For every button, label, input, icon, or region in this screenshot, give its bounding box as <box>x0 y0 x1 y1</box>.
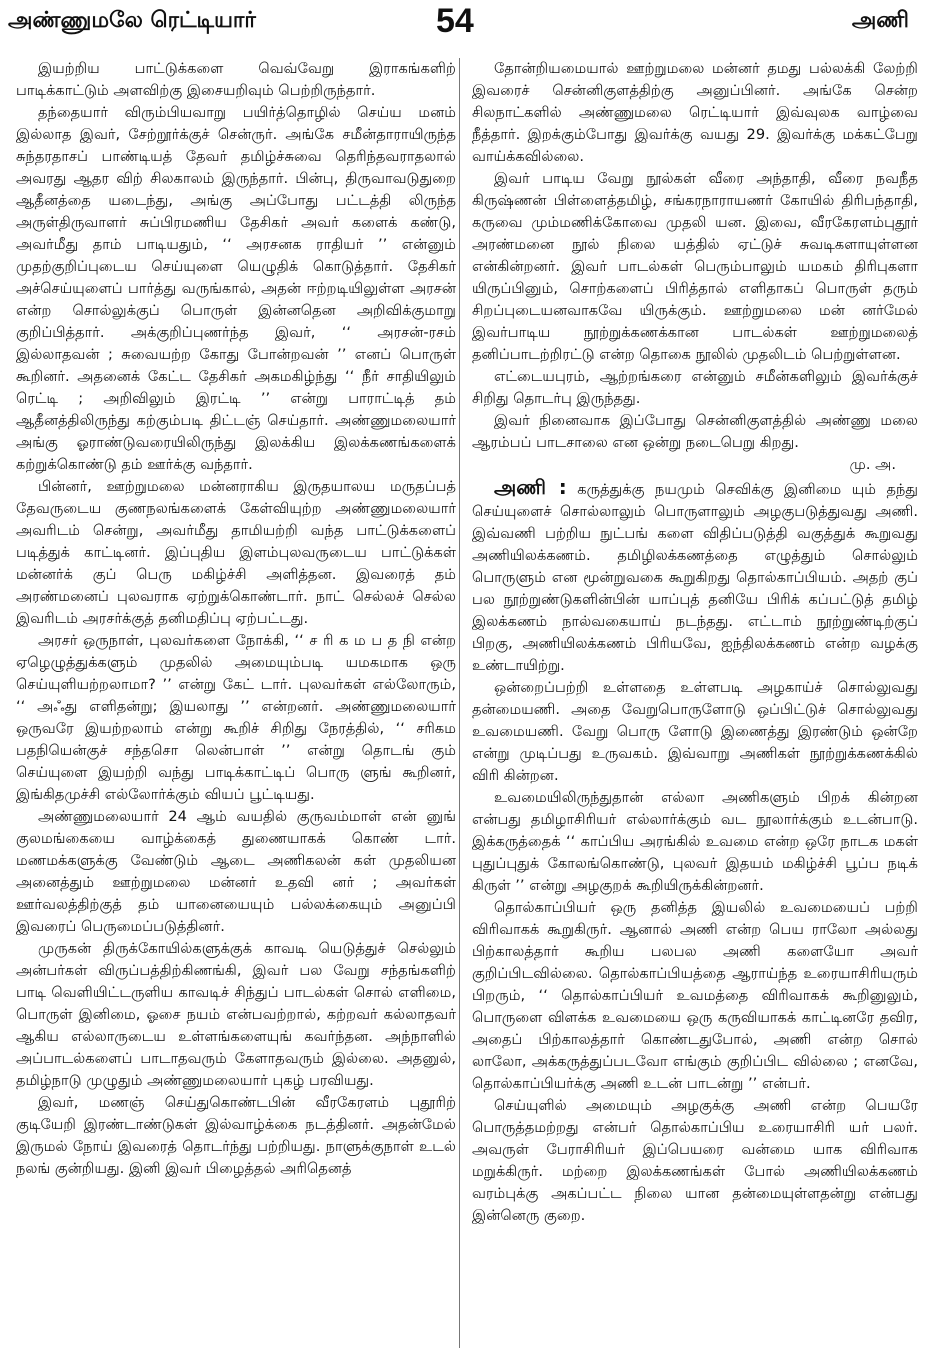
running-title-right: அணி <box>851 8 909 33</box>
paragraph: தந்தையார் விரும்பியவாறு பயிர்த்தொழில் செய்ய மனம் இல்லாத இவர், சேற்றூர்க்குச் சென்ருர். அங்கே சமீன்தாராயிருந்த சுந்தரதாசப் பாண்டியத் தேவர் தமிழ்ச்சுவை தெரிந்தவராதலால் அவரது ஆதர விற் சிலகாலம் இருந்தார். பின்பு, திருவாவடுதுறை ஆதீனத்தை யடைந்து, அங்கு அப்போது பட்டத்தி லிருந்த அருள்திருவாளர் சுப்பிரமணிய தேசிகர் அவர் களைக் கண்டு, அவர்மீது தாம் பாடியதும், ‘‘ அரசனக ராதியர் ’’ என்னும் முதற்குறிப்புடைய செய்யுளை யெழுதிக் கொடுத்தார். தேசிகர் அச்செய்யுளைப் பார்த்து வருங்கால், அதன் ஈற்றடியிலுள்ள அரசன் என்ற சொல்லுக்குப் பொருள் இன்னதென அறிவிக்குமாறு குறிப்பித்தார். அக்குறிப்புணர்ந்த இவர், ‘‘ அரசன்-ரசம் இல்லாதவன் ; சுவையற்ற கோது போன்றவன் ’’ எனப் பொருள் கூறினர். அதனைக் கேட்ட தேசிகர் அகமகிழ்ந்து ‘‘ நீர் சாதியிலும் ரெட்டி ; அறிவிலும் இரட்டி ’’ என்று பாராட்டித் தம் ஆதீனத்திலிருந்து கற்கும்படி திட்டஞ் செய்தார். அண்ணுமலையார் அங்கு ஓராண்டுவரையிலிருந்து இலக்கிய இலக்கணங்களைக் கற்றுக்கொண்டு தம் ஊர்க்கு வந்தார். <box>16 104 456 473</box>
paragraph: உவமையிலிருந்துதான் எல்லா அணிகளும் பிறக் கின்றன என்பது தமிழாசிரியர் எல்லார்க்கும் வட நூலார்க்கும் உடன்பாடு. இக்கருத்தைக் ‘‘ காப்பிய அரங்கில் உவமை என்ற ஒரே நாடக மகள் புதுப்புதுக் கோலங்கொண்டு, புலவர் இதயம் மகிழ்ச்சி பூப்ப நடிக் கிருள் ’’ என்று அழகுறக் கூறியிருக்கின்றனர். <box>472 789 918 894</box>
paragraph: இவர் பாடிய வேறு நூல்கள் வீரை அந்தாதி, வீரை நவநீத கிருஷ்ணன் பிள்ளைத்தமிழ், சங்கரநாராயணர் கோயில் திரிபந்தாதி, கருவை மும்மணிக்கோவை முதலி யன. இவை, வீரகேரளம்புதூர் அரண்மனை நூல் நிலை யத்தில் ஏட்டுச் சுவடிகளாயுள்ளன என்கின்றனர். இவர் பாடல்கள் பெரும்பாலும் யமகம் திரிபுகளா யிருப்பினும், சொற்களைப் பிரித்தால் எளிதாகப் பொருள் தரும் சிறப்புடையனவாகவே யிருக்கும். ஊற்றுமலை மன் னர்மேல் இவர்பாடிய நூற்றுக்கணக்கான பாடல்கள் ஊற்றுமலைத் தனிப்பாடற்றிரட்டு என்ற தொகை நூலில் முதலிடம் பெற்றுள்ளன. <box>472 170 918 363</box>
paragraph: பின்னர், ஊற்றுமலை மன்னராகிய இருதயாலய மருதப்பத் தேவருடைய குணநலங்களைக் கேள்வியுற்ற அண்ணுமலையார் அவரிடம் சென்று, அவர்மீது தாமியற்றி வந்த பாட்டுக்களைப் படித்துக் காட்டினர். இப்புதிய இளம்புலவருடைய பாட்டுக்கள் மன்னர்க் குப் பெரு மகிழ்ச்சி அளித்தன. இவரைத் தம் அரண்மனைப் புலவராக ஏற்றுக்கொண்டார். நாட் செல்லச் செல்ல இவரிடம் அரசர்க்குத் தனிமதிப்பு ஏற்பட்டது. <box>16 478 456 627</box>
right-column <box>472 58 918 1348</box>
paragraph: தொல்காப்பியர் ஒரு தனித்த இயலில் உவமையைப் பற்றி விரிவாகக் கூறுகிருர். ஆனால் அணி என்ற பெய ராலோ அல்லது பிற்காலத்தார் கூறிய பலபல அணி களையோ அவர் குறிப்பிடவில்லை. தொல்காப்பியத்தை ஆராய்ந்த உரையாசிரியரும் பிறரும், ‘‘ தொல்காப்பியர் உவமத்தை விரிவாகக் கூறினுலும், பொருளை விளக்க உவமையை ஒரு கருவியாகக் காட்டினரே தவிர, அதைப் பிற்காலத்தார் கொண்டதுபோல், அணி என்ற சொல் லாலோ, அக்கருத்துப்படவோ எங்கும் குறிப்பிட வில்லை ; எனவே, தொல்காப்பியர்க்கு அணி உடன் பாடன்று ’’ என்பர். <box>472 899 918 1092</box>
paragraph: அரசர் ஒருநாள், புலவர்களை நோக்கி, ‘‘ ச ரி க ம ப த நி என்ற ஏழெழுத்துக்களும் முதலில் அமையும்படி யமகமாக ஒரு செய்யுளியற்றலாமா? ’’ என்று கேட் டார். புலவர்கள் எல்லோரும், ‘‘ அஃது எளிதன்று; இயலாது ’’ என்றனர். அண்ணுமலையார் ஒருவரே இயற்றலாம் என்று கூறிச் சிறிது நேரத்தில், ‘‘ சரிகம பதநியென்குச் சந்தசொ லென்பாள் ’’ என்று தொடங் கும் செய்யுளை இயற்றி வந்து பாடிக்காட்டிப் பொரு ளுங் கூறினர், இங்கிதமுச்சி எல்லோர்க்கும் வியப் பூட்டியது. <box>16 632 456 803</box>
page-header <box>0 0 931 54</box>
paragraph: இவர், மணஞ் செய்துகொண்டபின் வீரகேரளம் புதூரிற் குடியேறி இரண்டாண்டுகள் இல்வாழ்க்கை நடத்தினர். அதன்மேல் இருமல் நோய் இவரைத் தொடர்ந்து பற்றியது. நாளுக்குநாள் உடல் நலங் குன்றியது. இனி இவர் பிழைத்தல் அரிதெனத் <box>16 1094 456 1177</box>
entry-term: அணி : <box>494 475 567 499</box>
running-title-left: அண்ணுமலே ரெட்டியார் <box>8 8 256 33</box>
page-number: 54 <box>436 2 474 40</box>
paragraph: அண்ணுமலையார் 24 ஆம் வயதில் குருவம்மாள் என் னுங் குலமங்கையை வாழ்க்கைத் துணையாகக் கொண் டார். மணமக்களுக்கு வேண்டும் ஆடை அணிகலன் கள் முதலியன அனைத்தும் ஊற்றுமலை மன்னர் உதவி னர் ; அவர்கள் ஊர்வலத்திற்குத் தம் யானையையும் பல்லக்கையும் அனுப்பி இவரைப் பெருமைப்படுத்தினர். <box>16 808 456 935</box>
entry-intro-paragraph <box>472 476 918 677</box>
left-column <box>16 58 456 1348</box>
column-divider <box>459 58 460 1348</box>
paragraph: தோன்றியமையால் ஊற்றுமலை மன்னர் தமது பல்லக்கி லேற்றி இவரைச் சென்னிகுளத்திற்கு அனுப்பினர். அங்கே சென்ற சிலநாட்களில் அண்ணுமலை ரெட்டியார் இவ்வுலக வாழ்வை நீத்தார். இறக்கும்போது இவர்க்கு வயது 29. இவர்க்கு மக்கட்பேறு வாய்க்கவில்லை. <box>472 60 918 165</box>
paragraph: முருகன் திருக்கோயில்களுக்குக் காவடி யெடுத்துச் செல்லும் அன்பர்கள் விருப்பத்திற்கிணங்கி, இவர் பல வேறு சந்தங்களிற் பாடி வெளியிட்டருளிய காவடிச் சிந்துப் பாடல்கள் சொல் எளிமை, பொருள் இனிமை, ஓசை நயம் என்பவற்றால், கற்றவர் கல்லாதவர் ஆகிய எல்லாருடைய உள்ளங்களையுங் கவர்ந்தன. அந்நாளில் அப்பாடல்களைப் பாடாதவரும் கேளாதவரும் இல்லை. அதனுல், தமிழ்நாடு முழுதும் அண்ணுமலையார் புகழ் பரவியது. <box>16 940 456 1089</box>
paragraph: செய்யுளில் அமையும் அழகுக்கு அணி என்ற பெயரே பொருத்தமற்றது என்பர் தொல்காப்பிய உரையாசிரி யர் பலர். அவருள் பேராசிரியர் இப்பெயரை வன்மை யாக விரிவாக மறுக்கிருர். மற்றை இலக்கணங்கள் போல் அணியிலக்கணம் வரம்புக்கு அகப்பட்ட நிலை யான தன்மையுள்ளதன்று என்பது இன்னெரு குறை. <box>472 1097 918 1224</box>
paragraph: இயற்றிய பாட்டுக்களை வெவ்வேறு இராகங்களிற் பாடிக்காட்டும் அளவிற்கு இசையறிவும் பெற்றிருந்தார். <box>16 60 456 99</box>
author-signature: மு. அ. <box>849 456 896 473</box>
paragraph: எட்டையபுரம், ஆற்றங்கரை என்னும் சமீன்களிலும் இவர்க்குச் சிறிது தொடர்பு இருந்தது. <box>472 368 918 407</box>
entry-intro-text: கருத்துக்கு நயமும் செவிக்கு இனிமை யும் தந்து செய்யுளைச் சொல்லாலும் பொருளாலும் அழகுபடுத்துவது அணி. இவ்வணி பற்றிய நுட்பங் களை விதிப்படுத்தி வகுத்துக் கூறுவது அணியிலக்கணம். தமிழிலக்கணத்தை எழுத்தும் சொல்லும் பொருளும் என மூன்றுவகை கூறுகிறது தொல்காப்பியம். அதற் குப் பல நூற்றுண்டுகளின்பின் யாப்புத் தனியே பிரிக் கப்பட்டுத் தமிழ் இலக்கணம் நால்வகையாய் நடந்தது. எட்டாம் நூற்றுண்டிற்குப் பிறகு, அணியிலக்கணம் பிரியவே, ஐந்திலக்கணம் என்ற வழக்கு உண்டாயிற்று. <box>472 481 918 674</box>
paragraph: இவர் நினைவாக இப்போது சென்னிகுளத்தில் அண்ணு மலை ஆரம்பப் பாடசாலை என ஒன்று நடைபெறு கிறது. <box>472 412 918 451</box>
paragraph: ஒன்றைப்பற்றி உள்ளதை உள்ளபடி அழகாய்ச் சொல்லுவது தன்மையணி. அதை வேறுபொருளோடு ஒப்பிட்டுச் சொல்லுவது உவமையணி. வேறு பொரு ளோடு இணைத்து இரண்டும் ஒன்றே என்று முடிப்பது உருவகம். இவ்வாறு அணிகள் நூற்றுக்கணக்கில் விரி கின்றன. <box>472 679 918 784</box>
